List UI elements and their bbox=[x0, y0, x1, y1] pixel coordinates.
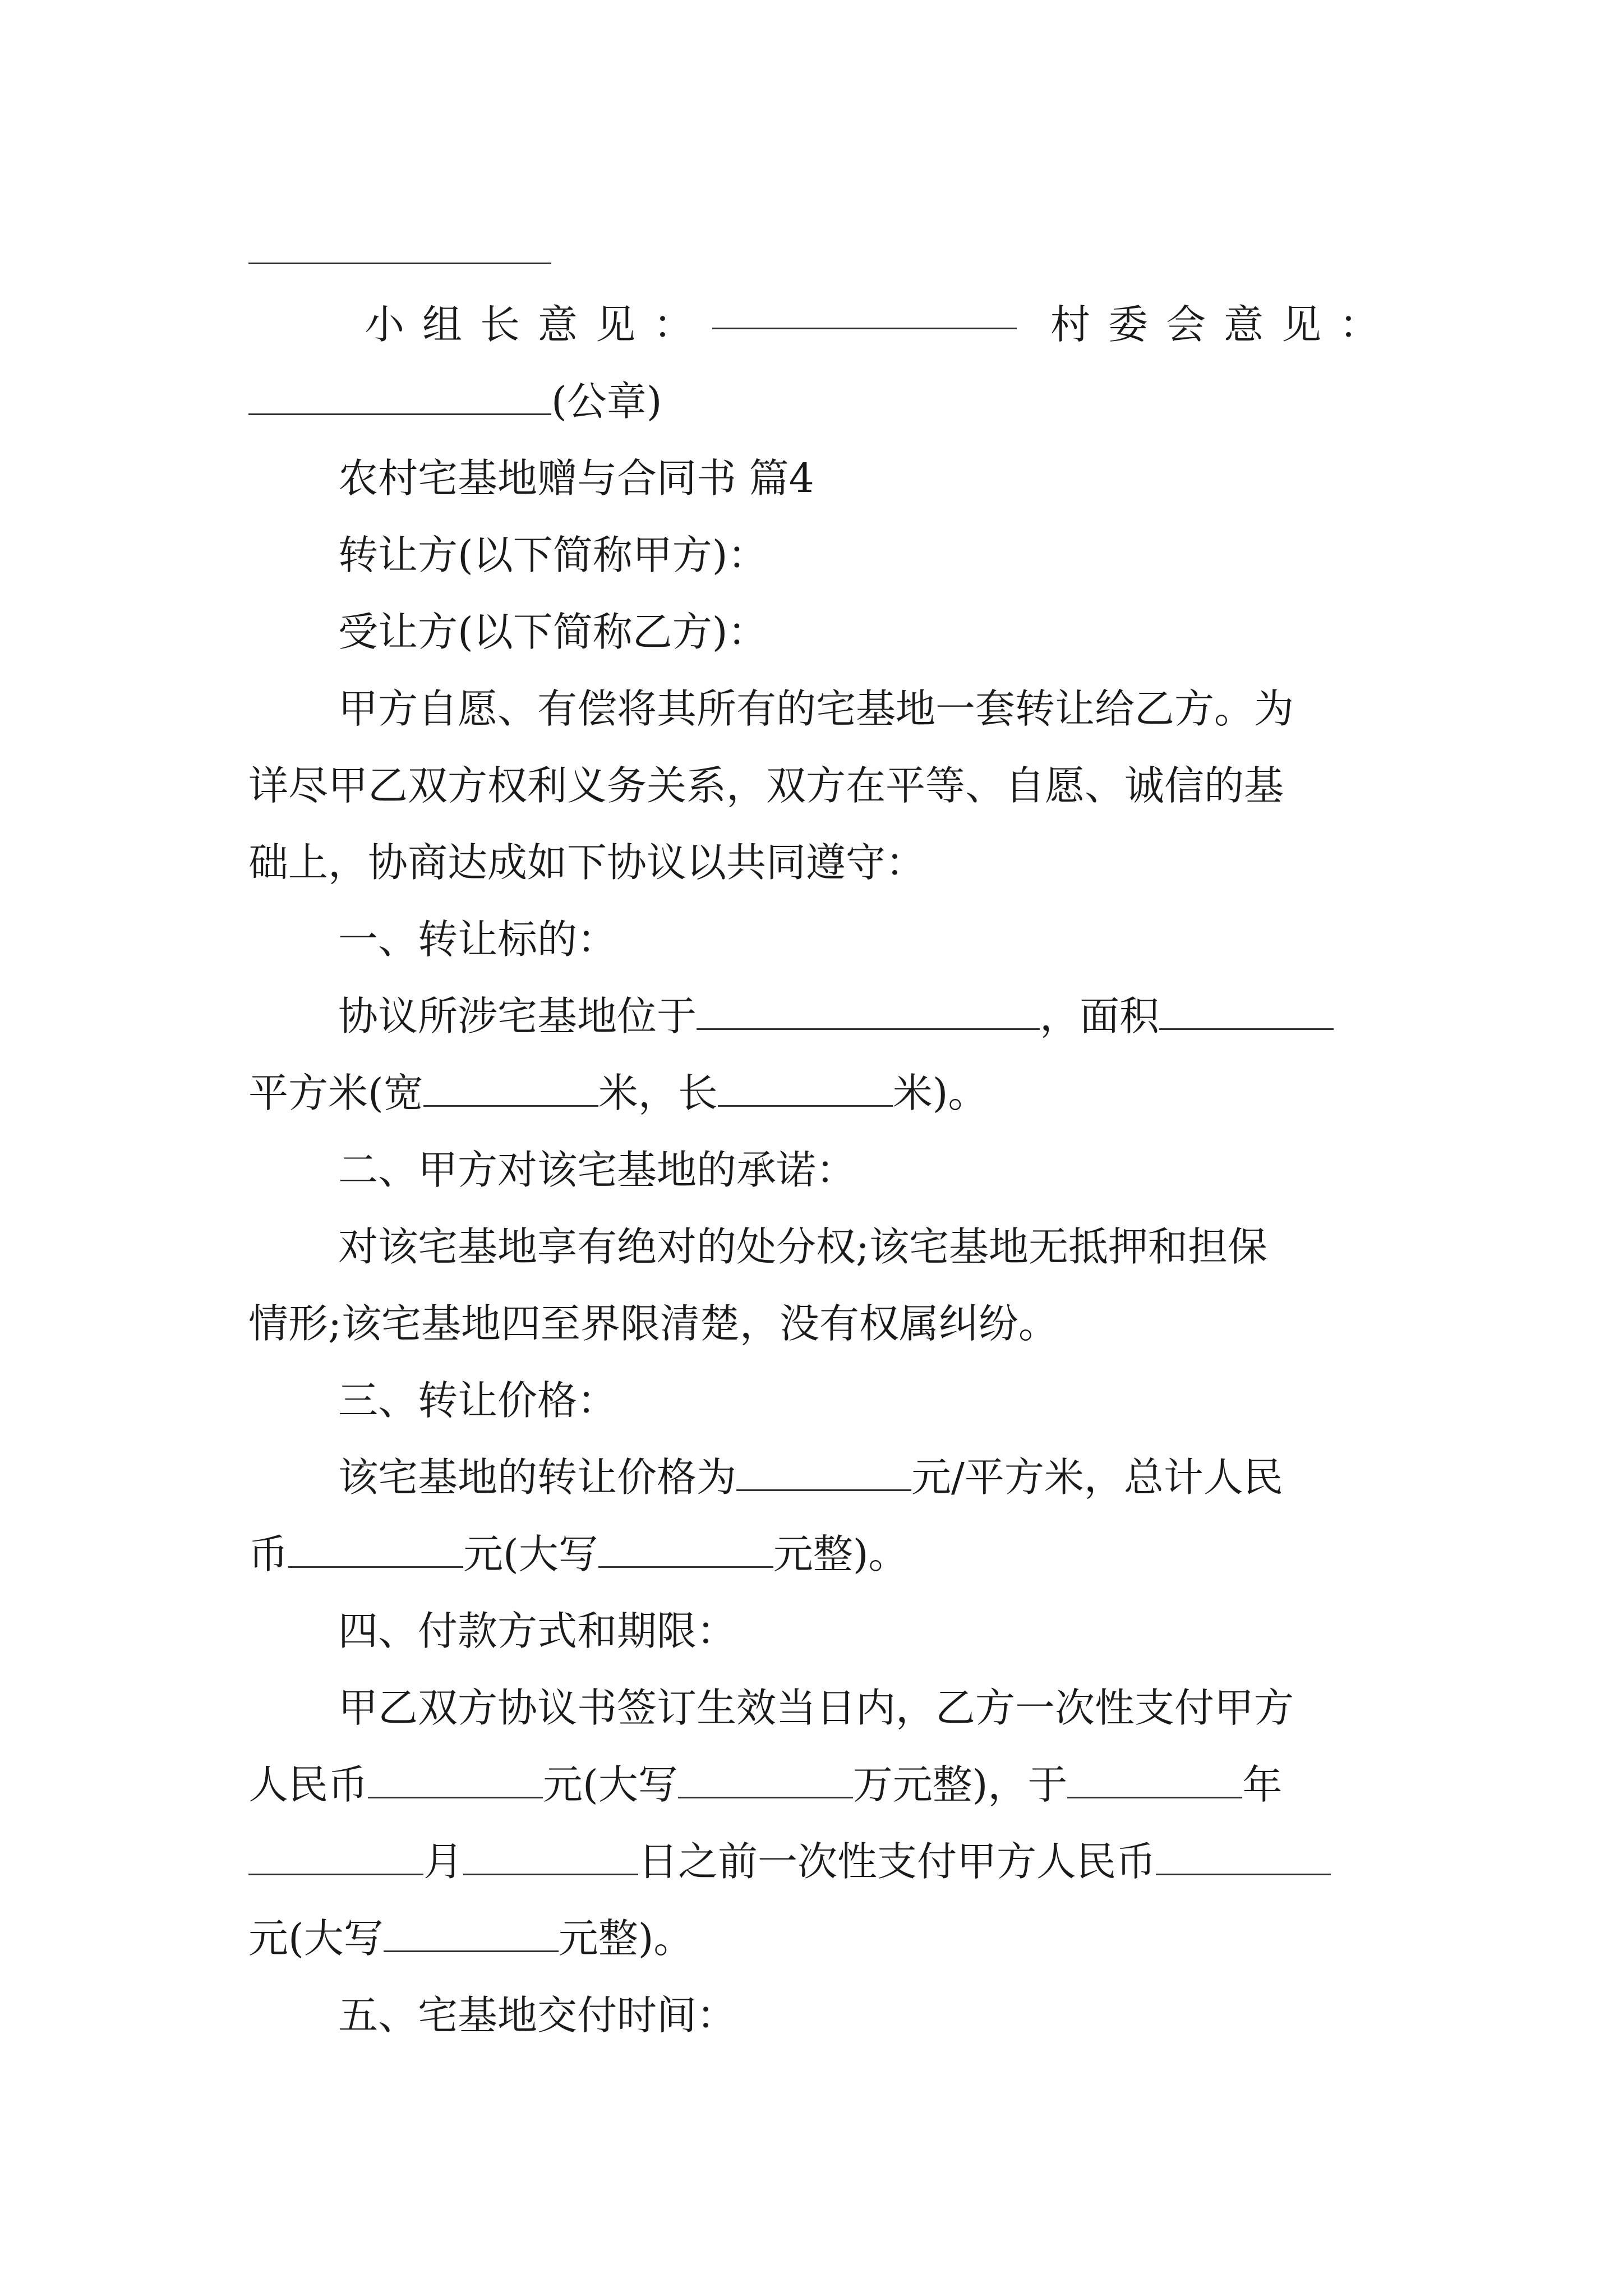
paragraph-line: 甲乙双方协议书签订生效当日内，乙方一次性支付甲方 bbox=[338, 1685, 1294, 1731]
width-blank bbox=[423, 1064, 598, 1107]
clause-heading: 五、宅基地交付时间： bbox=[338, 1992, 737, 2039]
wan-yuan-label: 万元整)，于 bbox=[852, 1761, 1068, 1808]
payment-date-line bbox=[248, 1823, 1387, 1900]
location-label: 协议所涉宅基地位于 bbox=[338, 993, 697, 1039]
paragraph-line bbox=[248, 747, 1387, 824]
seal-line bbox=[248, 363, 1387, 440]
year-blank bbox=[1067, 1755, 1242, 1798]
unit-price-blank bbox=[736, 1448, 911, 1491]
clause-heading: 四、付款方式和期限： bbox=[338, 1608, 737, 1654]
total-price-blank bbox=[288, 1525, 463, 1568]
price-line bbox=[338, 1439, 1387, 1516]
section-title: 农村宅基地赠与合同书 篇4 bbox=[338, 455, 814, 501]
payment-line bbox=[248, 1746, 1387, 1823]
currency-label: 币 bbox=[248, 1531, 289, 1577]
group-leader-opinion-label: 小组长意见： bbox=[365, 301, 712, 348]
price-unit-label: 元/平方米，总计人民 bbox=[911, 1454, 1283, 1501]
dimension-end: 米)。 bbox=[892, 1070, 988, 1116]
signature-line bbox=[248, 263, 551, 264]
area-label: ，面积 bbox=[1040, 993, 1160, 1039]
uppercase-label: 元(大写 bbox=[543, 1761, 678, 1808]
location-blank bbox=[697, 987, 1040, 1030]
uppercase-label: 元(大写 bbox=[248, 1915, 384, 1962]
uppercase-label: 元(大写 bbox=[463, 1531, 598, 1577]
group-leader-opinion-blank bbox=[712, 286, 1017, 329]
paragraph-text: 详尽甲乙双方权利义务关系，双方在平等、自愿、诚信的基 bbox=[248, 762, 1284, 809]
transferee-line: 受让方(以下简称乙方)： bbox=[338, 609, 768, 655]
paragraph-line: 情形;该宅基地四至界限清楚，没有权属纠纷。 bbox=[248, 1300, 1058, 1347]
uppercase-amount-blank bbox=[598, 1525, 773, 1568]
payment-end: 元整)。 bbox=[558, 1915, 694, 1962]
village-committee-opinion-blank bbox=[248, 372, 551, 415]
dimension-line bbox=[248, 1055, 1387, 1131]
total-price-end: 元整)。 bbox=[773, 1531, 909, 1577]
price-label: 该宅基地的转让价格为 bbox=[338, 1454, 737, 1501]
clause-heading: 三、转让价格： bbox=[338, 1377, 617, 1424]
length-blank bbox=[718, 1064, 893, 1107]
length-label: 米，长 bbox=[598, 1070, 718, 1116]
area-blank bbox=[1159, 987, 1334, 1030]
year-label: 年 bbox=[1242, 1761, 1283, 1808]
paragraph-line bbox=[248, 824, 1387, 901]
paragraph-line: 对该宅基地享有绝对的处分权;该宅基地无抵押和担保 bbox=[338, 1223, 1267, 1270]
month-blank bbox=[248, 1832, 423, 1875]
opinion-line bbox=[248, 286, 1398, 363]
second-payment-blank bbox=[1156, 1832, 1331, 1875]
day-blank bbox=[463, 1832, 638, 1875]
second-payment-uppercase-blank bbox=[384, 1909, 559, 1952]
width-label: 平方米(宽 bbox=[248, 1070, 423, 1116]
deadline-label: 日之前一次性支付甲方人民币 bbox=[638, 1838, 1156, 1885]
payment-uppercase-line bbox=[248, 1900, 1387, 1977]
clause-heading: 二、甲方对该宅基地的承诺： bbox=[338, 1147, 856, 1193]
location-line bbox=[338, 978, 1387, 1055]
total-price-line bbox=[248, 1516, 1387, 1593]
month-label: 月 bbox=[423, 1838, 464, 1885]
paragraph-text: 甲方自愿、有偿将其所有的宅基地一套转让给乙方。为 bbox=[338, 685, 1294, 732]
paragraph-line bbox=[338, 670, 1387, 747]
first-payment-uppercase-blank bbox=[678, 1755, 853, 1798]
clause-heading: 一、转让标的： bbox=[338, 916, 617, 963]
seal-label: (公章) bbox=[551, 378, 662, 425]
first-payment-blank bbox=[368, 1755, 543, 1798]
paragraph-text: 础上，协商达成如下协议以共同遵守： bbox=[248, 839, 926, 886]
rmb-label: 人民币 bbox=[248, 1761, 368, 1808]
transferor-line: 转让方(以下简称甲方)： bbox=[338, 532, 768, 578]
village-committee-opinion-label: 村委会意见： bbox=[1050, 301, 1398, 348]
